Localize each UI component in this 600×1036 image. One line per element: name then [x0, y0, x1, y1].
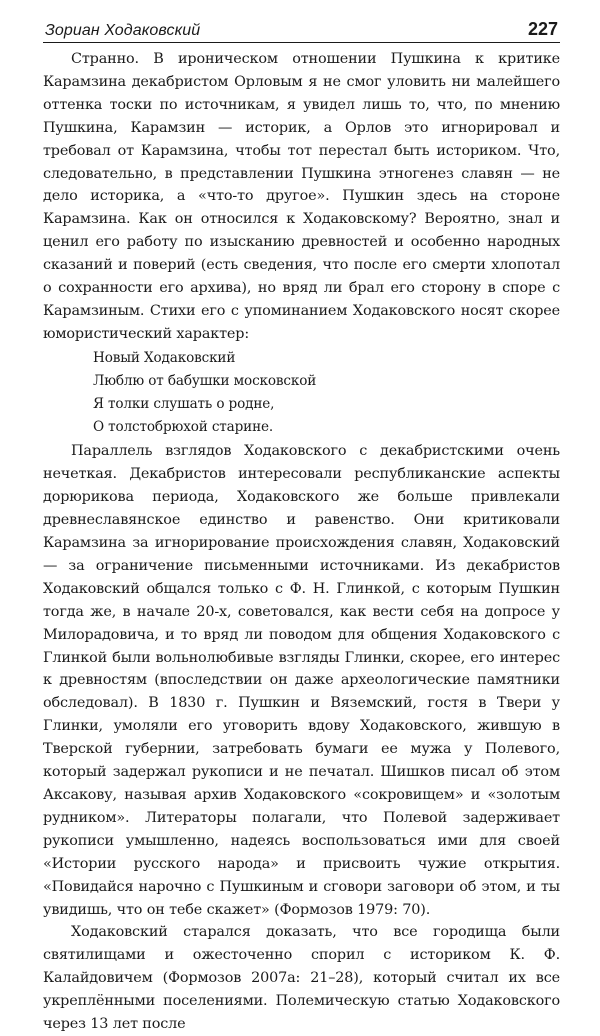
paragraph: Странно. В ироническом отношении Пушкина к критике Карамзина декабристом Орловым я не смог уловить ни малейшего оттенка тоски по источникам, я увидел лишь то, что, по мнению Пушкина, Карамзин — историк, а Орлов это игнорировал и требовал от Карамзина, чтобы тот перестал быть историком. Что, следовательно, в представлении Пушкина этногенез славян — не дело историка, а «что-то другое». Пушкин здесь на стороне Карамзина. Как он относился к Ходаковскому? Вероятно, знал и ценил его работу по изысканию древностей и особенно народных сказаний и поверий (есть сведения, что после его смерти хлопотал о сохранности его архива), но вряд ли брал его сторону в споре с Карамзиным. Стихи его с упоминанием Ходаковского носят скорее юмористический характер: — [43, 51, 560, 342]
verse-quote — [43, 347, 560, 439]
paragraph: Параллель взглядов Ходаковского с декабристскими очень нечеткая. Декабристов интересовали республиканские аспекты дорюрикова периода, Ходаковского же больше привлекали древнеславянское единство и равенство. Они критиковали Карамзина за игнорирование происхождения славян, Ходаковский — за ограничение письменными источниками. Из декабристов Ходаковский общался только с Ф. Н. Глинкой, с которым Пушкин тогда же, в начале 20-х, советовался, как вести себя на допросе у Милорадовича, и то вряд ли поводом для общения Ходаковского с Глинкой были вольнолюбивые взгляды Глинки, скорее, его интерес к древностям (впоследствии он даже археологические памятники обследовал). В 1830 г. Пушкин и Вяземский, гостя в Твери у Глинки, умоляли его уговорить вдову Ходаковского, жившую в Тверской губернии, затребовать бумаги ее мужа у Полевого, который задержал рукописи и не печатал. Шишков писал об этом Аксакову, называя архив Ходаковского «сокровищем» и «золотым рудником». Литераторы полагали, что Полевой задерживает рукописи умышленно, надеясь воспользоваться ими для своей «Истории русского народа» и присвоить чужие открытия. «Повидайся нарочно с Пушкиным и сговори заговори об этом, и ты увидишь, что он тебе скажет» (Формозов 1979: 70). — [43, 443, 560, 918]
running-header — [43, 14, 560, 43]
verse-line: Люблю от бабушки московской — [93, 372, 317, 389]
verse-line: Новый Ходаковский — [93, 349, 236, 366]
main-text — [43, 48, 560, 1036]
paragraph: Ходаковский старался доказать, что все городища были святилищами и ожесточенно спорил с историком К. Ф. Калайдовичем (Формозов 2007а: 21–28), который считал их все укреплёнными поселениями. Полемическую статью Ходаковского через 13 лет после — [43, 924, 560, 1033]
verse-line: Я толки слушать о родне, — [93, 395, 275, 412]
verse-line: О толстобрюхой старине. — [93, 418, 274, 435]
running-title: Зориан Ходаковский — [45, 22, 201, 39]
page-number: 227 — [527, 19, 558, 39]
